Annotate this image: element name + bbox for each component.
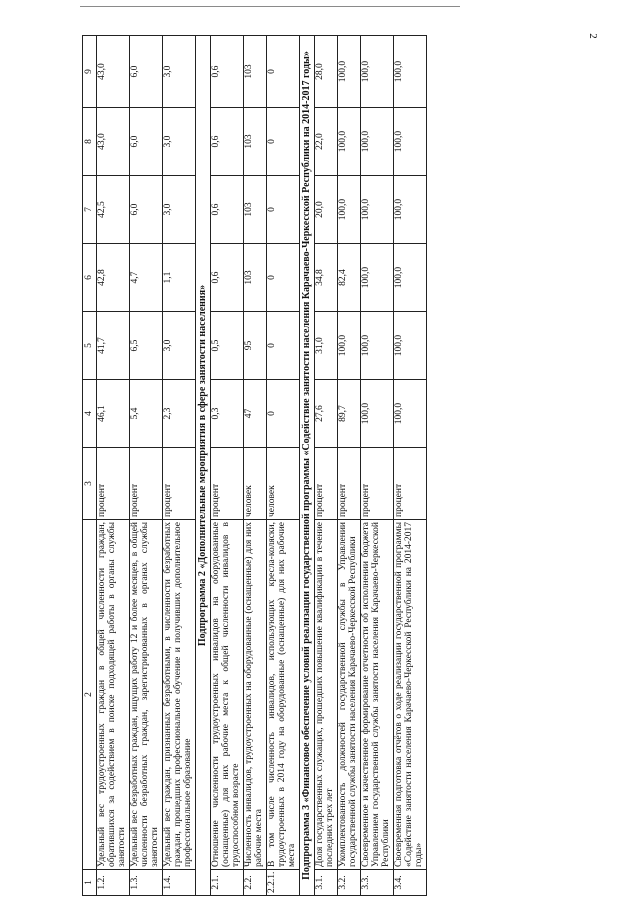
row-number-cell: 1.3. [129,870,162,896]
page-number: 2 [586,33,599,39]
value-cell: 82,4 [338,244,361,312]
value-cell: 6,0 [129,108,162,176]
column-number-cell: 5 [83,312,97,380]
table-row [267,36,300,896]
column-number-cell: 7 [83,176,97,244]
value-cell: 100,0 [394,108,427,176]
row-number-cell: 1.2. [97,870,130,896]
section-title: Подпрограмма 2 «Дополнительные мероприятия в сфере занятости населения» [195,36,211,896]
row-number-cell: 3.2. [338,870,361,896]
rotated-page [82,36,612,896]
value-cell: 100,0 [394,244,427,312]
value-cell: 103 [244,36,267,108]
section-row [299,36,315,896]
table-row [394,36,427,896]
unit-cell: процент [394,448,427,520]
indicator-cell: Удельный вес безработных граждан, ищущих работу 12 и более месяцев, в общей численности безработных граждан, зарегистрированных в органах службы занятости [129,520,162,870]
unit-cell: процент [97,448,130,520]
value-cell: 100,0 [394,380,427,448]
value-cell: 4,7 [129,244,162,312]
row-number-cell: 1.4. [162,870,195,896]
value-cell: 2,3 [162,380,195,448]
indicator-cell: В том числе численность инвалидов, использующих кресла-коляски, трудоустроенных в 2014 году на оборудованные (оснащенные) для них рабочие места [267,520,300,870]
scan-edge-line [80,6,460,7]
unit-cell: процент [315,448,338,520]
value-cell: 0,6 [211,244,244,312]
value-cell: 0 [267,380,300,448]
value-cell: 100,0 [338,108,361,176]
value-cell: 27,6 [315,380,338,448]
value-cell: 20,0 [315,176,338,244]
value-cell: 89,7 [338,380,361,448]
column-number-cell: 6 [83,244,97,312]
value-cell: 1,1 [162,244,195,312]
value-cell: 100,0 [394,312,427,380]
value-cell: 3,0 [162,176,195,244]
indicator-cell: Отношение численности трудоустроенных инвалидов на оборудованные (оснащенные) для них рабочие места к общей численности инвалидов в трудоспособном возрасте [211,520,244,870]
table-row [338,36,361,896]
unit-cell: процент [162,448,195,520]
indicator-cell: Численность инвалидов, трудоустроенных на оборудованные (оснащенные) для них рабочие места [244,520,267,870]
value-cell: 34,8 [315,244,338,312]
value-cell: 0 [267,108,300,176]
table-row [244,36,267,896]
value-cell: 100,0 [338,176,361,244]
row-number-cell: 2.2. [244,870,267,896]
value-cell: 43,0 [97,36,130,108]
value-cell: 22,0 [315,108,338,176]
value-cell: 28,0 [315,36,338,108]
value-cell: 103 [244,108,267,176]
value-cell: 5,4 [129,380,162,448]
table-row [361,36,394,896]
value-cell: 100,0 [338,312,361,380]
value-cell: 0,6 [211,108,244,176]
unit-cell: процент [211,448,244,520]
table-body [97,36,427,896]
indicator-cell: Укомплектованность должностей государственной службы в Управлении государственной службы занятости населения Карачаево-Черкесской Республики [338,520,361,870]
value-cell: 31,0 [315,312,338,380]
value-cell: 0 [267,312,300,380]
value-cell: 100,0 [361,380,394,448]
row-number-cell: 2.1. [211,870,244,896]
table-row [129,36,162,896]
column-number-cell: 9 [83,36,97,108]
indicator-cell: Удельный вес граждан, признанных безработными, в численности безработных граждан, прошедших профессиональное обучение и получивших дополнительное профессиональное образование [162,520,195,870]
indicators-table [82,35,427,896]
value-cell: 3,0 [162,312,195,380]
value-cell: 46,1 [97,380,130,448]
column-number-row [83,36,97,896]
value-cell: 0,5 [211,312,244,380]
value-cell: 100,0 [394,36,427,108]
table-row [97,36,130,896]
unit-cell: процент [361,448,394,520]
value-cell: 3,0 [162,36,195,108]
column-number-cell: 2 [83,520,97,870]
value-cell: 100,0 [361,312,394,380]
value-cell: 0 [267,176,300,244]
section-title: Подпрограмма 3 «Финансовое обеспечение условий реализации государственной программы «Содействие занятости населения Карачаево-Черкесской Республики на 2014-2017 годы» [299,36,315,896]
value-cell: 41,7 [97,312,130,380]
value-cell: 100,0 [361,36,394,108]
column-number-cell: 8 [83,108,97,176]
row-number-cell: 3.3. [361,870,394,896]
table-row [211,36,244,896]
table-header [83,36,97,896]
table-row [162,36,195,896]
value-cell: 6,5 [129,312,162,380]
value-cell: 6,0 [129,176,162,244]
value-cell: 6,0 [129,36,162,108]
value-cell: 100,0 [361,176,394,244]
unit-cell: человек [267,448,300,520]
column-number-cell: 1 [83,870,97,896]
value-cell: 47 [244,380,267,448]
value-cell: 0,6 [211,36,244,108]
value-cell: 0 [267,36,300,108]
table-row [315,36,338,896]
value-cell: 103 [244,176,267,244]
section-row [195,36,211,896]
unit-cell: человек [244,448,267,520]
value-cell: 100,0 [394,176,427,244]
value-cell: 100,0 [338,36,361,108]
value-cell: 42,8 [97,244,130,312]
column-number-cell: 3 [83,448,97,520]
value-cell: 0,3 [211,380,244,448]
value-cell: 100,0 [361,244,394,312]
row-number-cell: 2.2.1. [267,870,300,896]
unit-cell: процент [129,448,162,520]
value-cell: 42,5 [97,176,130,244]
indicator-cell: Доля государственных служащих, прошедших повышение квалификации в течение последних трех лет [315,520,338,870]
value-cell: 43,0 [97,108,130,176]
value-cell: 100,0 [361,108,394,176]
row-number-cell: 3.1. [315,870,338,896]
value-cell: 0,6 [211,176,244,244]
indicator-cell: Своевременная подготовка отчётов о ходе реализации государственной программы «Содействие занятости населения Карачаево-Черкесской Республики на 2014-2017 годы» [394,520,427,870]
row-number-cell: 3.4. [394,870,427,896]
indicator-cell: Своевременное и качественное формирование отчетности об исполнении бюджета Управлением государственной службы занятости населения Карачаево-Черкесской Республики [361,520,394,870]
value-cell: 103 [244,244,267,312]
unit-cell: процент [338,448,361,520]
value-cell: 3,0 [162,108,195,176]
column-number-cell: 4 [83,380,97,448]
indicator-cell: Удельный вес трудоустроенных граждан в общей численности граждан, обратившихся за содействием в поиске подходящей работы в органы службы занятости [97,520,130,870]
value-cell: 0 [267,244,300,312]
value-cell: 95 [244,312,267,380]
